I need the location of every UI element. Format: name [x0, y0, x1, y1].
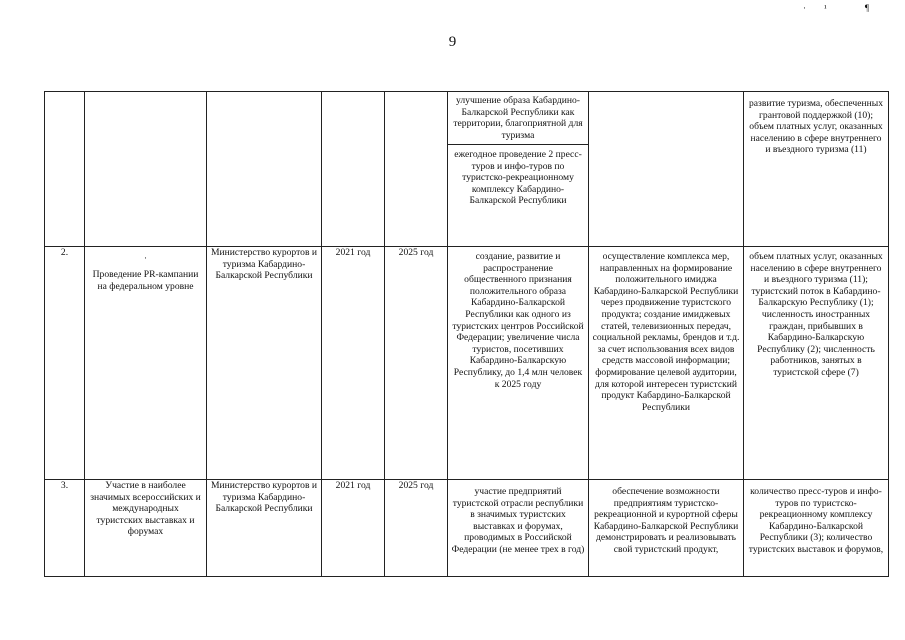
row-number-cell — [45, 92, 85, 247]
result-cell: участие предприятий туристской отрасли республики в значимых туристских выставках и форумах, проводимых в Российской Федерации (не менее трех в год) — [448, 480, 589, 577]
content-cell: осуществление комплекса мер, направленных на формирование положительного имиджа Кабардино-Балкарской Республики через продвижение туристского продукта; создание имиджевых статей, телевизионных передач, социальной рекламы, брендов и т.д. за счет использования всех видов средств массовой информации; формирование целевой аудитории, для которой интересен туристский продукт Кабардино-Балкарской Республики — [589, 247, 744, 480]
result-cell: создание, развитие и распространение общественного признания положительного образа Кабардино-Балкарской Республики как одного из туристских центров Российской Федерации; увеличение числа туристов, посетивших Кабардино-Балкарскую Республику, до 1,4 млн человек к 2025 году — [448, 247, 589, 480]
program-table — [44, 91, 889, 577]
table-row — [45, 92, 889, 247]
start-cell — [322, 92, 385, 247]
indicators-cell: развитие туризма, обеспеченных грантовой поддержкой (10); объем платных услуг, оказанных населению в сфере внутреннего и въездного туризма (11) — [744, 92, 889, 247]
indicators-cell: объем платных услуг, оказанных населению в сфере внутреннего и въездного туризма (11); туристский поток в Кабардино-Балкарскую Республику (1); численность иностранных граждан, прибывших в Кабардино-Балкарскую Республику (2); численность работников, занятых в туристской сфере (7) — [744, 247, 889, 480]
end-cell — [385, 92, 448, 247]
start-cell: 2021 год — [322, 480, 385, 577]
content-cell: обеспечение возможности предприятиям туристско-рекреационной и курортной сферы Кабардино-Балкарской Республики демонстрировать и реализовывать свой туристский продукт, — [589, 480, 744, 577]
scan-dot: · — [144, 253, 147, 263]
content-cell — [589, 92, 744, 247]
executor-cell — [207, 92, 322, 247]
end-cell: 2025 год — [385, 247, 448, 480]
event-text: Проведение PR-кампании на федеральном уровне — [92, 269, 199, 292]
table-row — [45, 480, 889, 577]
row-number-cell: 3. — [45, 480, 85, 577]
start-cell: 2021 год — [322, 247, 385, 480]
end-cell: 2025 год — [385, 480, 448, 577]
indicators-cell: количество пресс-туров и инфо-туров по туристско-рекреационному комплексу Кабардино-Балкарской Республики (3); количество туристских выставок и форумов, — [744, 480, 889, 577]
event-cell: Участие в наиболее значимых всероссийских и международных туристских выставках и форумах — [85, 480, 207, 577]
corner-marks: ·¹ ¶ — [802, 3, 887, 13]
row-number-cell: 2. — [45, 247, 85, 480]
event-cell — [85, 92, 207, 247]
executor-cell: Министерство курортов и туризма Кабардино-Балкарской Республики — [207, 247, 322, 480]
event-cell — [85, 247, 207, 480]
result-text-bottom: ежегодное проведение 2 пресс-туров и инфо-туров по туристско-рекреационному комплексу Кабардино-Балкарской Республики — [454, 149, 582, 207]
executor-cell: Министерство курортов и туризма Кабардино-Балкарской Республики — [207, 480, 322, 577]
page-number: 9 — [448, 34, 457, 50]
table-row — [45, 247, 889, 480]
result-cell — [448, 92, 589, 247]
result-text-top: улучшение образа Кабардино-Балкарской Республики как территории, благоприятной для туризма — [448, 92, 588, 145]
